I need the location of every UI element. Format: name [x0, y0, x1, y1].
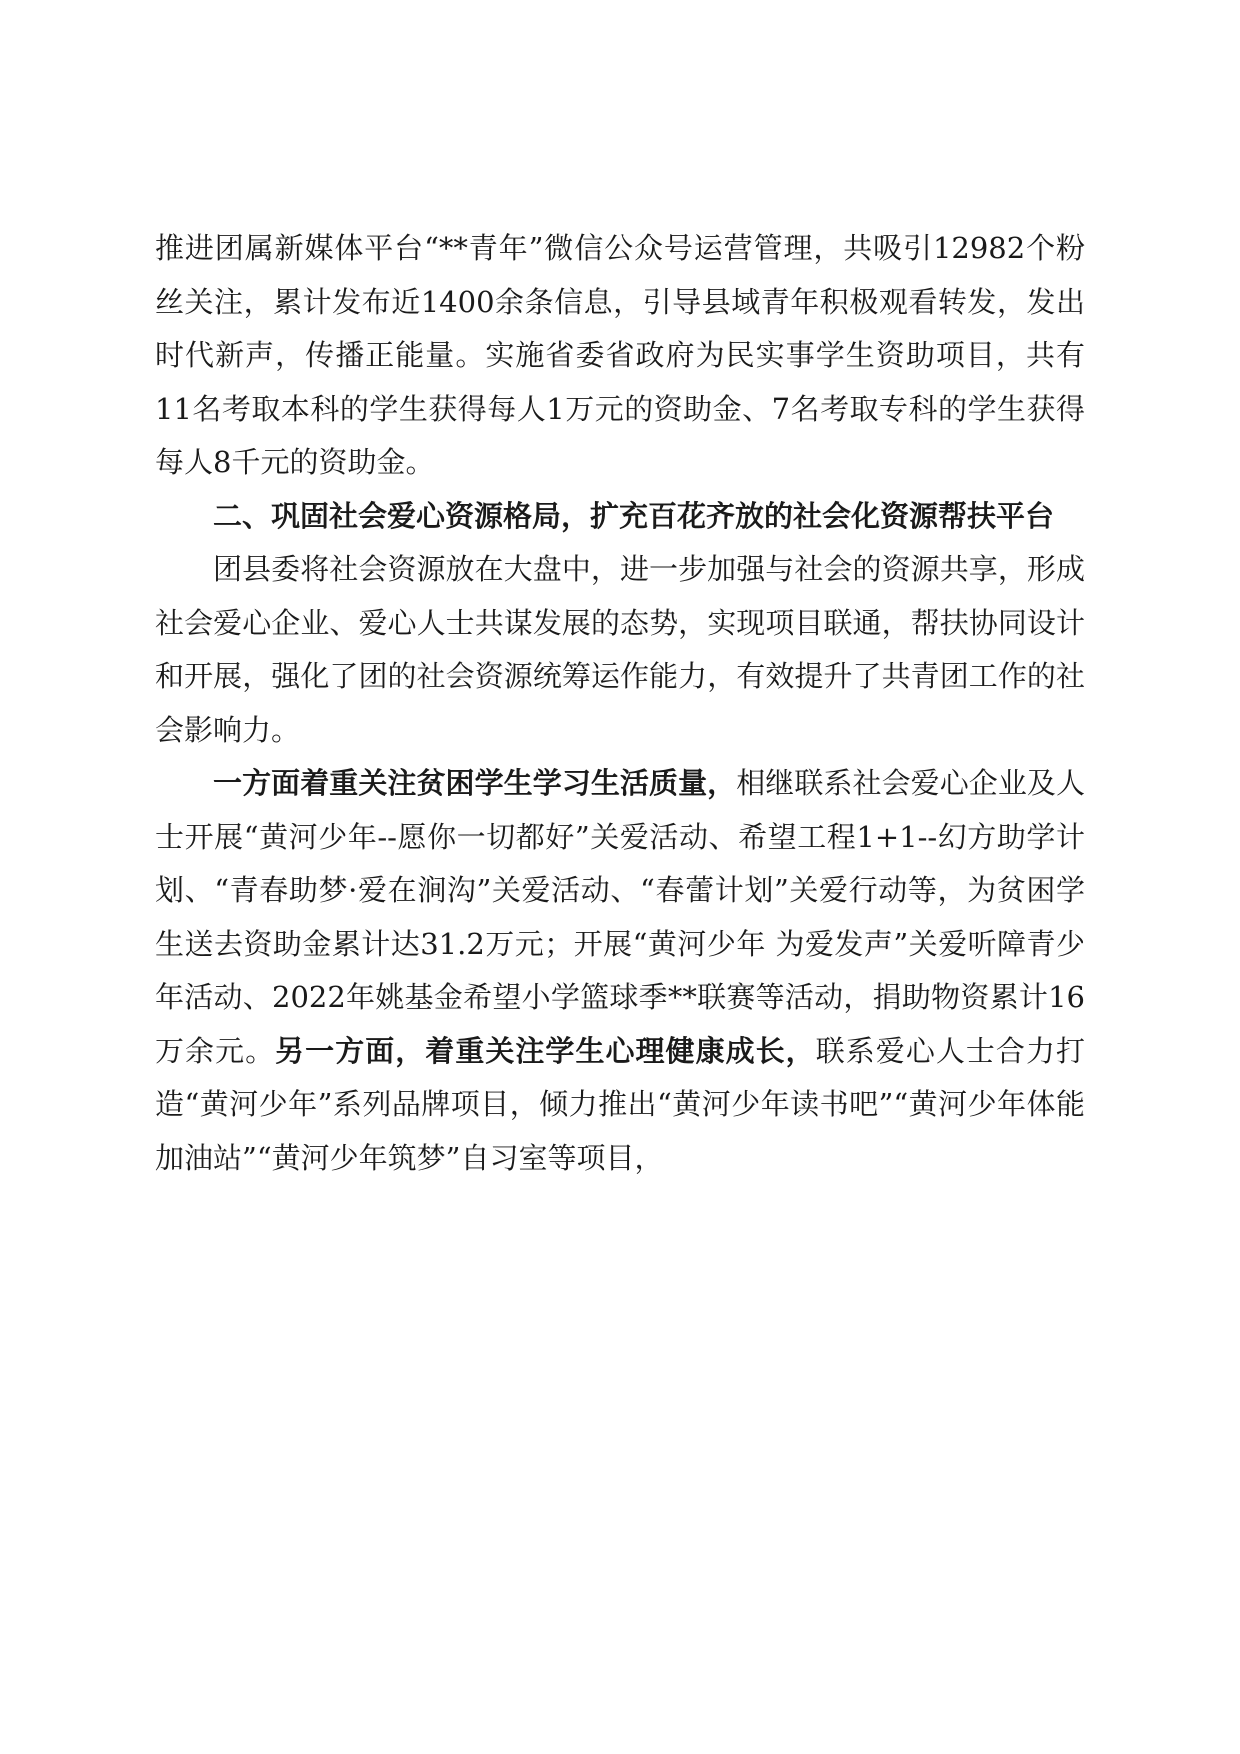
document-body	[155, 222, 1085, 1185]
section-heading: 二、巩固社会爱心资源格局，扩充百花齐放的社会化资源帮扶平台	[213, 498, 1055, 533]
paragraph-detail	[155, 757, 1085, 1185]
paragraph-lead-bold: 一方面着重关注贫困学生学习生活质量，	[213, 766, 737, 800]
paragraph-mid-bold: 另一方面，着重关注学生心理健康成长，	[275, 1033, 816, 1068]
paragraph-text-part2: 联系爱心人士合力打造“黄河少年”系列品牌项目，倾力推出“黄河少年读书吧”“黄河少年体能加油站”“黄河少年筑梦”自习室等项目，	[155, 1033, 1085, 1175]
paragraph-text-part1: 相继联系社会爱心企业及人士开展“黄河少年--愿你一切都好”关爱活动、希望工程1+1--幻方助学计划、“青春助梦·爱在涧沟”关爱活动、“春蕾计划”关爱行动等，为贫困学生送去资助金累计达31.2万元；开展“黄河少年 为爱发声”关爱听障青少年活动、2022年姚基金希望小学篮球季**联赛等活动，捐助物资累计16万余元。	[155, 766, 1085, 1068]
paragraph-intro: 团县委将社会资源放在大盘中，进一步加强与社会的资源共享，形成社会爱心企业、爱心人士共谋发展的态势，实现项目联通，帮扶协同设计和开展，强化了团的社会资源统筹运作能力，有效提升了共青团工作的社会影响力。	[155, 552, 1085, 747]
paragraph-continuation: 推进团属新媒体平台“**青年”微信公众号运营管理，共吸引12982个粉丝关注，累计发布近1400余条信息，引导县域青年积极观看转发，发出时代新声，传播正能量。实施省委省政府为民实事学生资助项目，共有11名考取本科的学生获得每人1万元的资助金、7名考取专科的学生获得每人8千元的资助金。	[155, 231, 1085, 479]
